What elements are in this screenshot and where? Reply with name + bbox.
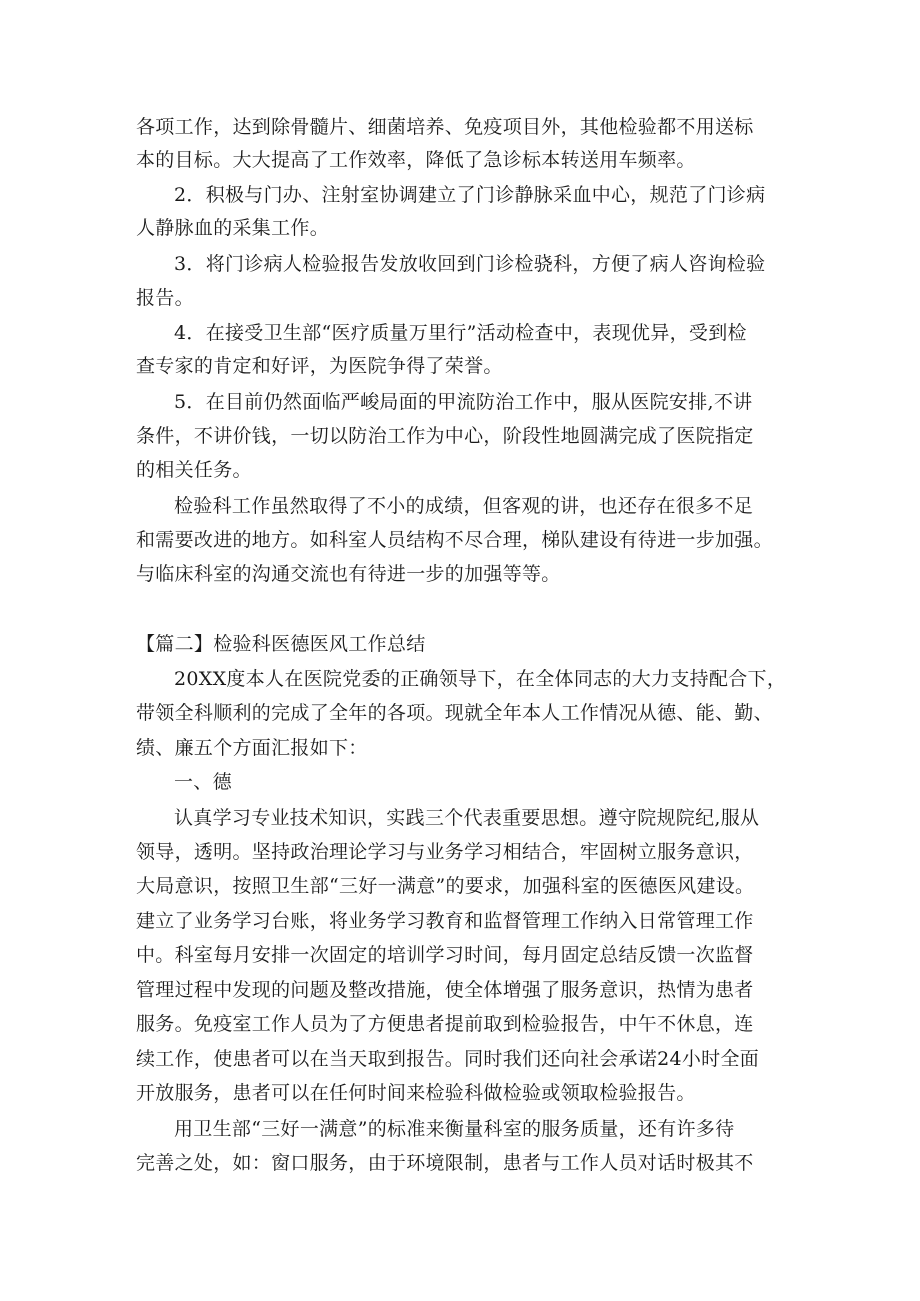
text-line: 和需要改进的地方。如科室人员结构不尽合理，梯队建设有待进一步加强。 <box>136 529 773 551</box>
paragraph-start: 检验科工作虽然取得了不小的成绩，但客观的讲，也还存在很多不足 <box>174 495 754 517</box>
text-line: 领导，透明。坚持政治理论学习与业务学习相结合，牢固树立服务意识， <box>136 841 754 863</box>
subsection-heading: 一、德 <box>174 771 232 793</box>
paragraph-start: 认真学习专业技术知识，实践三个代表重要思想。遵守院规院纪,服从 <box>174 807 760 829</box>
text-line: 完善之处，如：窗口服务，由于环境限制，患者与工作人员对话时极其不 <box>136 1152 754 1174</box>
section-heading: 【篇二】检验科医德医风工作总结 <box>136 633 426 655</box>
text-line: 建立了业务学习台账，将业务学习教育和监督管理工作纳入日常管理工作 <box>136 910 754 932</box>
text-line: 中。科室每月安排一次固定的培训学习时间，每月固定总结反馈一次监督 <box>136 944 754 966</box>
text-line: 报告。 <box>136 287 194 309</box>
text-line: 带领全科顺利的完成了全年的各项。现就全年本人工作情况从德、能、勤、 <box>136 702 773 724</box>
list-item-3: 3．将门诊病人检验报告发放收回到门诊检骁科，方便了病人咨询检验 <box>174 253 766 275</box>
text-line: 查专家的肯定和好评，为医院争得了荣誉。 <box>136 355 503 377</box>
text-line: 续工作，使患者可以在当天取到报告。同时我们还向社会承诺24小时全面 <box>136 1048 760 1070</box>
list-item-4: 4．在接受卫生部“医疗质量万里行”活动检查中，表现优异，受到检 <box>174 322 747 344</box>
text-line: 绩、廉五个方面汇报如下： <box>136 737 368 759</box>
list-item-5: 5．在目前仍然面临严峻局面的甲流防治工作中，服从医院安排,不讲 <box>174 391 753 413</box>
text-line: 服务。免疫室工作人员为了方便患者提前取到检验报告，中午不休息，连 <box>136 1013 754 1035</box>
text-line: 与临床科室的沟通交流也有待进一步的加强等等。 <box>136 563 561 585</box>
list-item-2: 2．积极与门办、注射室协调建立了门诊静脉采血中心，规范了门诊病 <box>174 184 766 206</box>
paragraph-start: 20XX度本人在医院党委的正确领导下，在全体同志的大力支持配合下， <box>174 668 787 690</box>
text-line: 管理过程中发现的问题及整改措施，使全体增强了服务意识，热情为患者 <box>136 979 754 1001</box>
text-line: 各项工作，达到除骨髓片、细菌培养、免疫项目外，其他检验都不用送标 <box>136 116 754 138</box>
paragraph-start: 用卫生部“三好一满意”的标准来衡量科室的服务质量，还有许多待 <box>174 1118 735 1140</box>
text-line: 大局意识，按照卫生部“三好一满意”的要求，加强科室的医德医风建设。 <box>136 875 755 897</box>
text-line: 本的目标。大大提高了工作效率，降低了急诊标本转送用车频率。 <box>136 149 696 171</box>
text-line: 的相关任务。 <box>136 459 252 481</box>
text-line: 开放服务，患者可以在任何时间来检验科做检验或领取检验报告。 <box>136 1082 696 1104</box>
text-line: 人静脉血的采集工作。 <box>136 217 330 239</box>
text-line: 条件，不讲价钱，一切以防治工作为中心，阶段性地圆满完成了医院指定 <box>136 425 754 447</box>
